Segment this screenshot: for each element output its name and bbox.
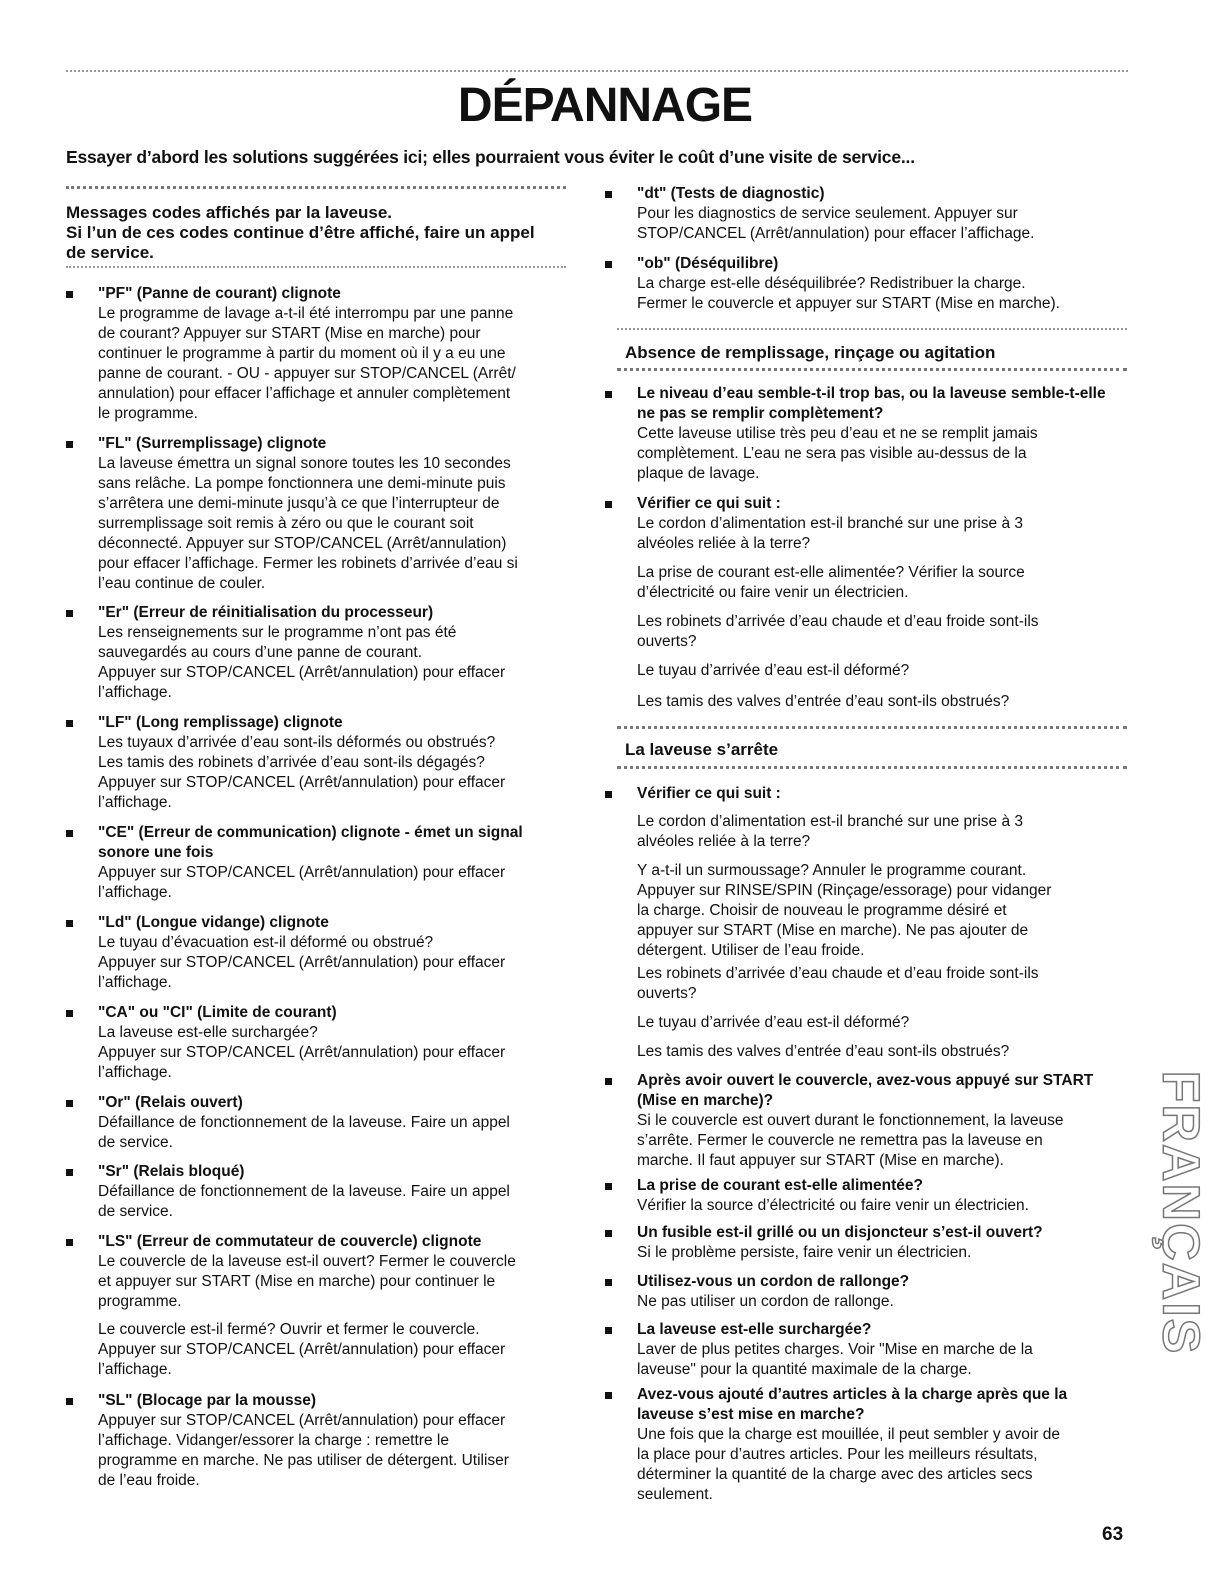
bullet-icon [66,441,73,448]
bullet-icon [605,191,612,198]
check-paragraph: La prise de courant est-elle alimentée? Vérifier la source d’électricité ou faire venir un électricien. [637,564,1025,601]
item-body: Les renseignements sur le programme n’ont pas été sauvegardés au cours d’une panne de courant. Appuyer sur STOP/CANCEL (Arrêt/annulation) pour effacer l’affichage. [98,624,506,701]
extension-cord-item [605,1272,1127,1312]
item-heading: "Or" (Relais ouvert) [98,1094,243,1111]
item-heading: Vérifier ce qui suit : [637,785,781,802]
check-paragraph: Le tuyau d’arrivée d’eau est-il déformé? [637,1014,910,1031]
added-articles-item [605,1385,1127,1505]
bullet-icon [66,830,73,837]
bullet-icon [66,1239,73,1246]
item-body: Le couvercle de la laveuse est-il ouvert? Fermer le couvercle et appuyer sur START (Mise en marche) pour continuer le programme. [98,1253,516,1310]
check-paragraph: Les robinets d’arrivée d’eau chaude et d’eau froide sont-ils ouverts? [637,965,1039,1002]
error-item-dt [605,184,1127,244]
item-body: Une fois que la charge est mouillée, il peut sembler y avoir de la place pour d’autres articles. Pour les meilleurs résultats, déterminer la quantité de la charge avec des articles secs seulement. [637,1426,1061,1503]
check-paragraph: Y a-t-il un surmoussage? Annuler le programme courant. Appuyer sur RINSE/SPIN (Rinçage/essorage) pour vidanger la charge. Choisir de nouveau le programme désiré et appuyer sur START (Mise en marche). Ne pas ajouter de détergent. Utiliser de l’eau froide. [637,862,1052,959]
bullet-icon [605,1183,612,1190]
item-body: La laveuse est-elle surchargée? Appuyer sur STOP/CANCEL (Arrêt/annulation) pour effacer l’affichage. [98,1024,506,1081]
error-item-lf [66,713,566,813]
language-side-tab [1150,1070,1210,1356]
error-item-or [66,1093,566,1153]
water-level-item [605,384,1127,484]
lid-start-item [605,1071,1127,1171]
fuse-item [605,1223,1127,1263]
item-heading: "FL" (Surremplissage) clignote [98,435,327,452]
item-body: Défaillance de fonctionnement de la laveuse. Faire un appel de service. [98,1114,510,1151]
bullet-icon [66,1010,73,1017]
language-label: FRANÇAIS [1151,1070,1210,1356]
item-heading: "Sr" (Relais bloqué) [98,1163,245,1180]
item-heading: Un fusible est-il grillé ou un disjoncteur s’est-il ouvert? [637,1224,1043,1241]
error-item-sl [66,1391,566,1491]
check-paragraph: Le tuyau d’arrivée d’eau est-il déformé? [637,662,910,679]
item-heading: Après avoir ouvert le couvercle, avez-vous appuyé sur START (Mise en marche)? [637,1072,1094,1109]
section-bottom-rule [617,766,1127,769]
section-top-rule [617,726,1127,729]
item-heading: "ob" (Déséquilibre) [637,255,779,272]
item-body: La charge est-elle déséquilibrée? Redistribuer la charge. Fermer le couvercle et appuyer sur START (Mise en marche). [637,275,1060,312]
error-item-pf [66,284,566,424]
item-body-extra: Le couvercle est-il fermé? Ouvrir et fermer le couvercle. Appuyer sur STOP/CANCEL (Arrêt/annulation) pour effacer l’affichage. [98,1321,506,1378]
bullet-icon [66,1169,73,1176]
item-heading: "CA" ou "CI" (Limite de courant) [98,1004,337,1021]
bullet-icon [605,791,612,798]
box-bottom-rule [66,266,566,268]
bullet-icon [605,1078,612,1085]
item-body: Les tuyaux d’arrivée d’eau sont-ils déformés ou obstrués? Les tamis des robinets d’arrivée d’eau sont-ils dégagés? Appuyer sur STOP/CANCEL (Arrêt/annulation) pour effacer l’affichage. [98,734,506,811]
section-heading-stops: La laveuse s’arrête [625,740,779,759]
overloaded-item [605,1320,1127,1380]
item-body: Appuyer sur STOP/CANCEL (Arrêt/annulation) pour effacer l’affichage. [98,864,506,901]
item-body: La laveuse émettra un signal sonore toutes les 10 secondes sans relâche. La pompe fonctionnera une demi-minute puis s’arrêtera une demi-minute jusqu’à ce que l’interrupteur de surremplissage soit remis à zéro ou que le courant soit déconnecté. Appuyer sur STOP/CANCEL (Arrêt/annulation) pour effacer l’affichage. Fermer les robinets d’arrivée d’eau si l’eau continue de couler. [98,455,518,592]
item-body: Pour les diagnostics de service seulement. Appuyer sur STOP/CANCEL (Arrêt/annulation) pour effacer l’affichage. [637,205,1035,242]
error-item-ld [66,913,566,993]
item-heading: "Er" (Erreur de réinitialisation du processeur) [98,604,434,621]
item-heading: Utilisez-vous un cordon de rallonge? [637,1273,910,1290]
box-top-rule [66,186,566,189]
bullet-icon [66,920,73,927]
item-heading: "CE" (Erreur de communication) clignote - émet un signal sonore une fois [98,824,523,861]
section-top-rule [617,328,1127,330]
top-rule [66,70,1128,72]
outlet-item [605,1176,1127,1216]
item-heading: Avez-vous ajouté d’autres articles à la charge après que la laveuse s’est mise en marche? [637,1386,1068,1423]
bullet-icon [66,1398,73,1405]
item-body: Laver de plus petites charges. Voir "Mise en marche de la laveuse" pour la quantité maximale de la charge. [637,1341,1033,1378]
bullet-icon [66,720,73,727]
page-title: DÉPANNAGE [457,79,753,132]
page-subtitle: Essayer d’abord les solutions suggérées ici; elles pourraient vous éviter le coût d’une visite de service... [66,147,915,167]
check-item [605,494,1127,514]
item-body: Appuyer sur STOP/CANCEL (Arrêt/annulation) pour effacer l’affichage. Vidanger/essorer la charge : remettre le programme en marche. Ne pas utiliser de détergent. Utiliser de l’eau froide. [98,1412,509,1489]
item-body: Si le couvercle est ouvert durant le fonctionnement, la laveuse s’arrête. Fermer le couvercle ne remettra pas la laveuse en marche. Il faut appuyer sur START (Mise en marche). [637,1112,1064,1169]
check-paragraph: Le cordon d’alimentation est-il branché sur une prise à 3 alvéoles reliée à la terre? [637,813,1024,850]
error-item-er [66,603,566,703]
item-body: Cette laveuse utilise très peu d’eau et ne se remplit jamais complètement. L’eau ne sera pas visible au-dessus de la plaque de lavage. [637,425,1038,482]
error-item-fl [66,434,566,594]
error-item-ce [66,823,566,903]
bullet-icon [605,501,612,508]
item-heading: "SL" (Blocage par la mousse) [98,1392,316,1409]
check-item [605,784,1127,804]
error-item-ls [66,1232,566,1380]
bullet-icon [66,291,73,298]
bullet-icon [605,1392,612,1399]
bullet-icon [605,1230,612,1237]
item-heading: Vérifier ce qui suit : [637,495,781,512]
error-item-sr [66,1162,566,1222]
error-item-ca [66,1003,566,1083]
item-heading: Le niveau d’eau semble-t-il trop bas, ou la laveuse semble-t-elle ne pas se remplir complètement? [637,385,1106,422]
item-heading: La laveuse est-elle surchargée? [637,1321,872,1338]
section-heading-no-fill: Absence de remplissage, rinçage ou agitation [625,343,996,362]
item-heading: "LF" (Long remplissage) clignote [98,714,343,731]
error-item-ob [605,254,1127,314]
bullet-icon [66,610,73,617]
bullet-icon [66,1100,73,1107]
bullet-icon [605,1279,612,1286]
page-number: 63 [1102,1524,1124,1545]
check-paragraph: Les tamis des valves d’entrée d’eau sont-ils obstrués? [637,693,1010,710]
item-body: Le programme de lavage a-t-il été interrompu par une panne de courant? Appuyer sur START (Mise en marche) pour continuer le programme à partir du moment où il y a eu une panne de courant. - OU - appuyer sur STOP/CANCEL (Arrêt/ annulation) pour effacer l’affichage et annuler complètement le programme. [98,305,516,422]
item-heading: La prise de courant est-elle alimentée? [637,1177,923,1194]
item-body: Vérifier la source d’électricité ou faire venir un électricien. [637,1197,1029,1214]
item-body: Si le problème persiste, faire venir un électricien. [637,1244,972,1261]
item-heading: "LS" (Erreur de commutateur de couvercle) clignote [98,1233,482,1250]
item-body: Le tuyau d’évacuation est-il déformé ou obstrué? Appuyer sur STOP/CANCEL (Arrêt/annulation) pour effacer l’affichage. [98,934,506,991]
section-bottom-rule [617,368,1127,371]
check-paragraph: Les tamis des valves d’entrée d’eau sont-ils obstrués? [637,1043,1010,1060]
bullet-icon [605,261,612,268]
error-codes-heading: Messages codes affichés par la laveuse. Si l’un de ces codes continue d’être affiché, faire un appel de service. [66,203,535,262]
check-paragraph: Les robinets d’arrivée d’eau chaude et d’eau froide sont-ils ouverts? [637,613,1039,650]
bullet-icon [605,391,612,398]
check-paragraph: Le cordon d’alimentation est-il branché sur une prise à 3 alvéoles reliée à la terre? [637,515,1024,552]
item-body: Ne pas utiliser un cordon de rallonge. [637,1293,894,1310]
item-body: Défaillance de fonctionnement de la laveuse. Faire un appel de service. [98,1183,510,1220]
item-heading: "Ld" (Longue vidange) clignote [98,914,329,931]
bullet-icon [605,1327,612,1334]
item-heading: "dt" (Tests de diagnostic) [637,185,825,202]
item-heading: "PF" (Panne de courant) clignote [98,285,341,302]
